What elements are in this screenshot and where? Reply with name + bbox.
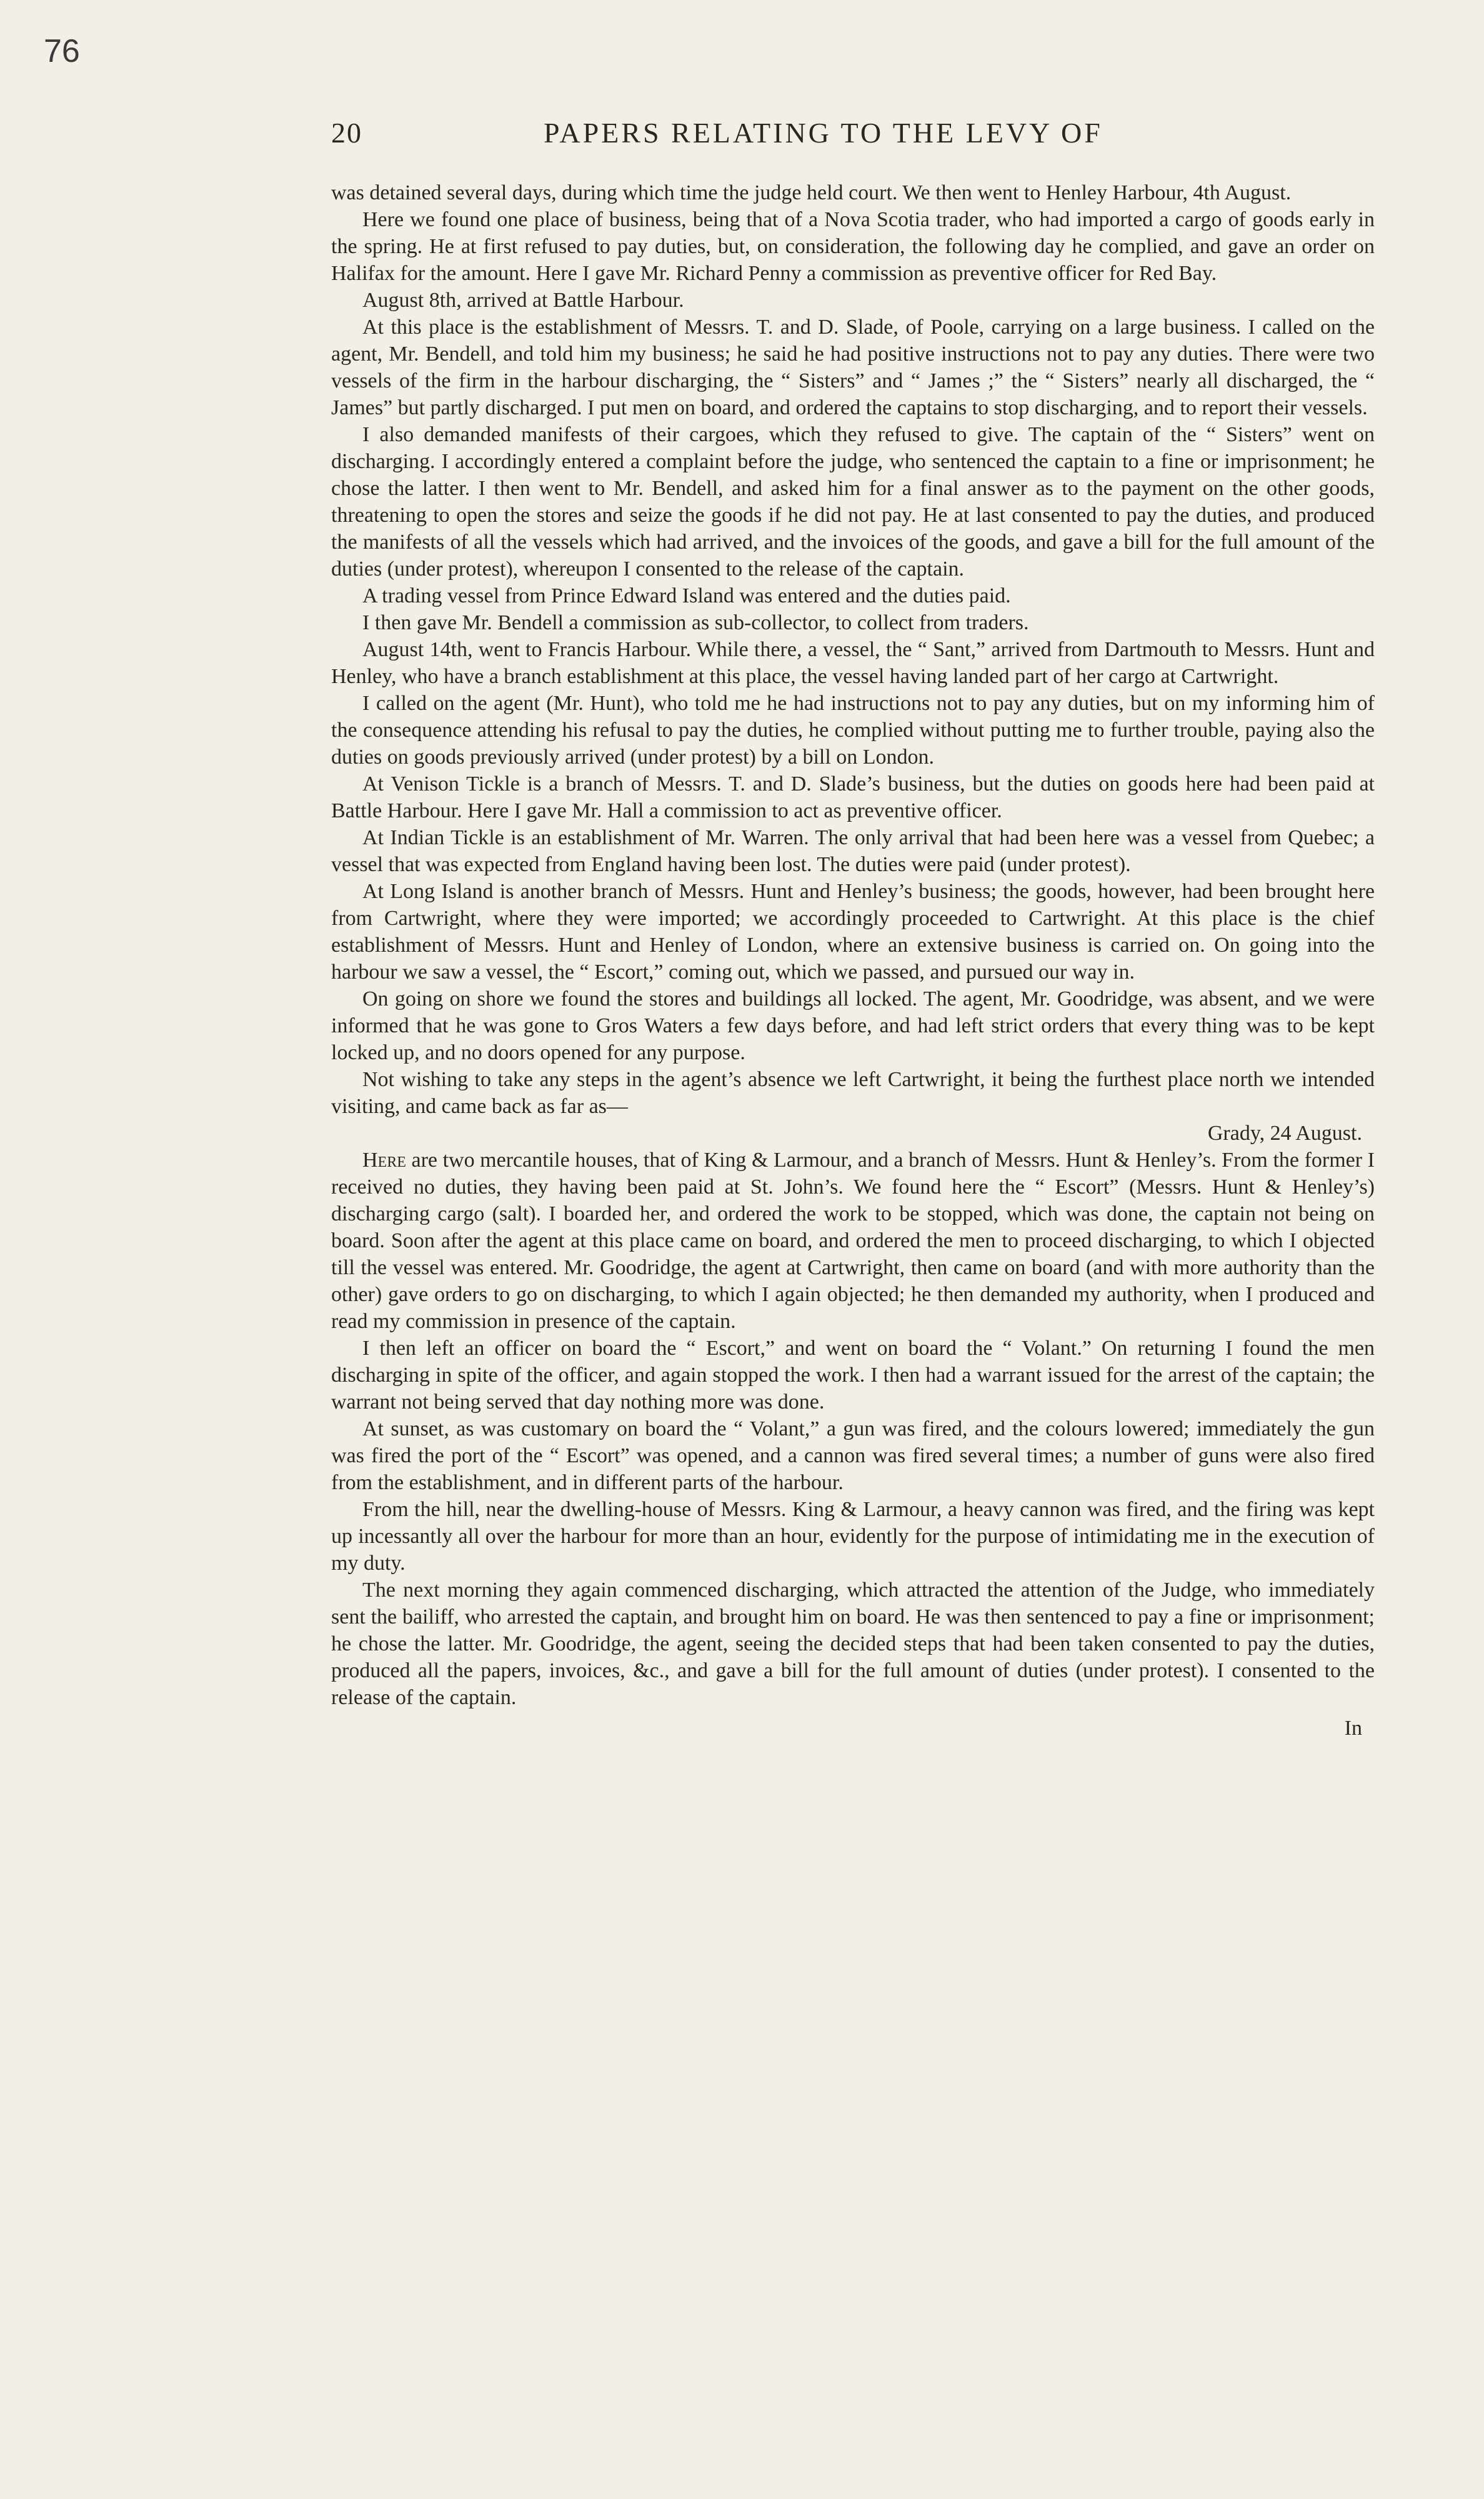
folio-number: 76 [44,33,80,69]
paragraph [331,1147,1375,1335]
paragraph: I called on the agent (Mr. Hunt), who told me he had instructions not to pay any duties, but on my informing him of the consequence attending his refusal to pay the duties, he complied without putting me to further trouble, paying also the duties on goods previously arrived (under protest) by a bill on London. [331,692,1375,769]
paragraph: August 14th, went to Francis Harbour. While there, a vessel, the “ Sant,” arrived from Dartmouth to Messrs. Hunt and Henley, who have a branch establishment at this place, the vessel having landed part of her cargo at Cartwright. [331,638,1375,688]
paragraph: was detained several days, during which time the judge held court. We then went to Henley Harbour, 4th August. [331,181,1292,204]
catchword: In [1344,1717,1362,1740]
paragraph: At Venison Tickle is a branch of Messrs. T. and D. Slade’s business, but the duties on goods here had been paid at Battle Harbour. Here I gave Mr. Hall a commission to act as preventive officer. [331,772,1375,822]
paragraph: At sunset, as was customary on board the “ Volant,” a gun was fired, and the colours lowered; immediately the gun was fired the port of the “ Escort” was opened, and a cannon was fired several times; a number of guns were also fired from the establishment, and in different parts of the harbour. [331,1417,1375,1494]
paragraph: At this place is the establishment of Messrs. T. and D. Slade, of Poole, carrying on a large business. I called on the agent, Mr. Bendell, and told him my business; he said he had positive instructions not to pay any duties. There were two vessels of the firm in the harbour discharging, the “ Sisters” and “ James ;” the “ Sisters” nearly all discharged, the “ James” but partly discharged. I put men on board, and ordered the captains to stop discharging, and to report their vessels. [331,316,1375,419]
paragraph: I then gave Mr. Bendell a commission as sub-collector, to collect from traders. [362,611,1029,634]
paragraph: Not wishing to take any steps in the agent’s absence we left Cartwright, it being the furthest place north we intended visiting, and came back as far as— [331,1068,1375,1118]
dateline: Grady, 24 August. [1207,1122,1362,1145]
body-text [331,179,1375,1742]
paragraph: From the hill, near the dwelling-house of Messrs. King & Larmour, a heavy cannon was fired, and the firing was kept up incessantly all over the harbour for more than an hour, evidently for the purpose of intimidating me in the execution of my duty. [331,1498,1375,1575]
paragraph: I also demanded manifests of their cargoes, which they refused to give. The captain of the “ Sisters” went on discharging. I accordingly entered a complaint before the judge, who sentenced the captain to a fine or imprisonment; he chose the latter. I then went to Mr. Bendell, and asked him for a final answer as to the payment on the other goods, threatening to open the stores and seize the goods if he did not pay. He at last consented to pay the duties, and produced the manifests of all the vessels which had arrived, and the invoices of the goods, and gave a bill for the full amount of the duties (under protest), whereupon I consented to the release of the captain. [331,423,1375,581]
paragraph: I then left an officer on board the “ Escort,” and went on board the “ Volant.” On returning I found the men discharging in spite of the officer, and again stopped the work. I then had a warrant issued for the arrest of the captain; the warrant not being served that day nothing more was done. [331,1337,1375,1414]
small-caps-lead: Here [362,1149,406,1172]
paragraph: August 8th, arrived at Battle Harbour. [362,289,684,312]
paragraph-text: are two mercantile houses, that of King & Larmour, and a branch of Messrs. Hunt & Henley’s. From the former I received no duties, they having been paid at St. John’s. We found here the “ Escort” (Messrs. Hunt & Henley’s) discharging cargo (salt). I boarded her, and ordered the work to be stopped, which was done, the captain not being on board. Soon after the agent at this place came on board, and ordered the men to proceed discharging, to which I objected till the vessel was entered. Mr. Goodridge, the agent at Cartwright, then came on board (and with more authority than the other) gave orders to go on discharging, to which I again objected; he then demanded my authority, when I produced and read my commission in presence of the captain. [331,1149,1375,1333]
paragraph: Here we found one place of business, being that of a Nova Scotia trader, who had imported a cargo of goods early in the spring. He at first refused to pay duties, but, on consideration, the following day he complied, and gave an order on Halifax for the amount. Here I gave Mr. Richard Penny a commission as preventive officer for Red Bay. [331,208,1375,285]
page-number: 20 [331,117,362,149]
paragraph: At Indian Tickle is an establishment of Mr. Warren. The only arrival that had been here was a vessel from Quebec; a vessel that was expected from England having been lost. The duties were paid (under protest). [331,826,1375,876]
running-head: PAPERS RELATING TO THE LEVY OF [544,117,1103,149]
paragraph: At Long Island is another branch of Messrs. Hunt and Henley’s business; the goods, however, had been brought here from Cartwright, where they were imported; we accordingly proceeded to Cartwright. At this place is the chief establishment of Messrs. Hunt and Henley of London, where an extensive business is carried on. On going into the harbour we saw a vessel, the “ Escort,” coming out, which we passed, and pursued our way in. [331,880,1375,984]
paragraph: The next morning they again commenced discharging, which attracted the attention of the Judge, who immediately sent the bailiff, who arrested the captain, and brought him on board. He was then sentenced to pay a fine or imprisonment; he chose the latter. Mr. Goodridge, the agent, seeing the decided steps that had been taken consented to pay the duties, produced all the papers, invoices, &c., and gave a bill for the full amount of duties (under protest). I consented to the release of the captain. [331,1579,1375,1709]
paragraph: A trading vessel from Prince Edward Island was entered and the duties paid. [362,584,1011,607]
paragraph: On going on shore we found the stores and buildings all locked. The agent, Mr. Goodridge, was absent, and we were informed that he was gone to Gros Waters a few days before, and had left strict orders that every thing was to be kept locked up, and no doors opened for any purpose. [331,987,1375,1064]
page-header [331,116,1375,154]
